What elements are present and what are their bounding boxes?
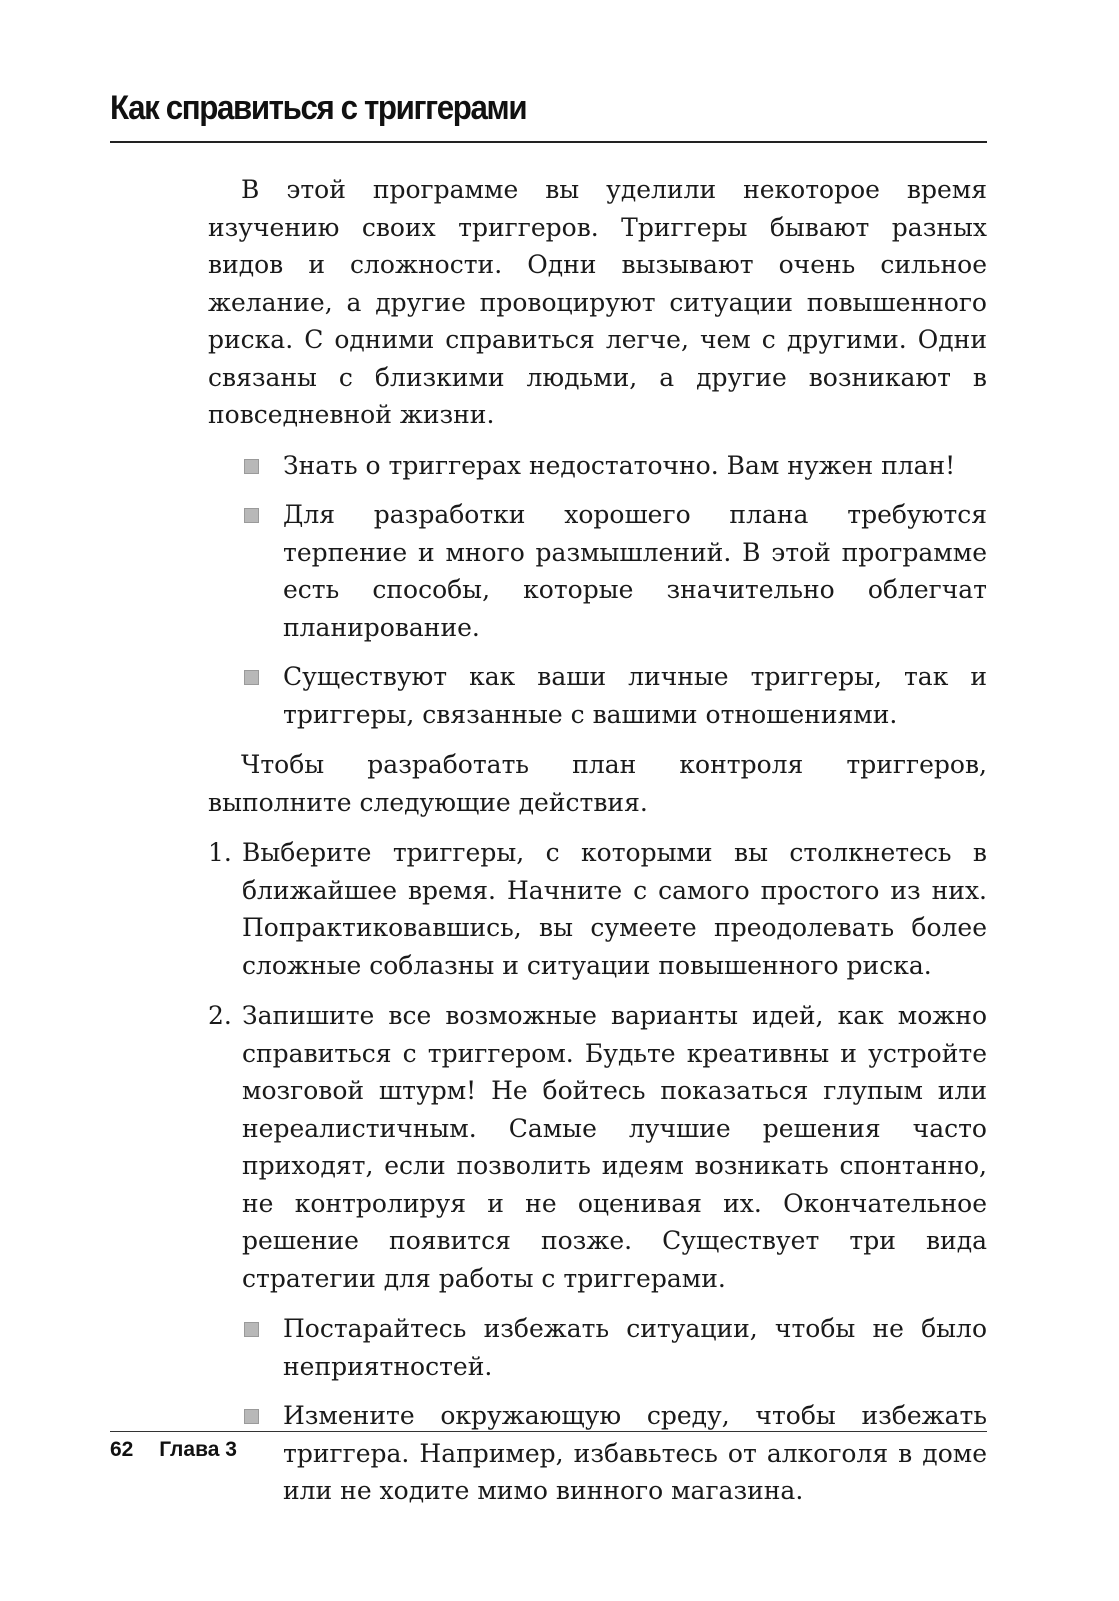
chapter-label: Глава 3 [159, 1438, 237, 1461]
list-item [208, 1397, 987, 1510]
title-divider [110, 141, 987, 143]
footer-divider [110, 1431, 987, 1432]
step-item [208, 834, 987, 984]
page-number: 62 [110, 1438, 134, 1461]
step-item [208, 997, 987, 1510]
square-bullet-icon [244, 1409, 259, 1424]
list-item-text: Измените окружающую среду, чтобы избежать триггера. Например, избавьтесь от алкоголя в доме или не ходите мимо винного магазина. [283, 1401, 987, 1505]
square-bullet-icon [244, 508, 259, 523]
square-bullet-icon [244, 670, 259, 685]
list-item [208, 447, 987, 485]
step-text: Запишите все возможные варианты идей, как можно справиться с триггером. Будьте креативны и устройте мозговой штурм! Не бойтесь показаться глупым или нереалистичным. Самые лучшие решения часто приходят, если позволить идеям возникать спонтанно, не контролируя и не оценивая их. Окончательное решение появится позже. Существует три вида стратегии для работы с триггерами. [242, 1001, 987, 1293]
list-item [208, 658, 987, 733]
list-item [208, 496, 987, 646]
square-bullet-icon [244, 459, 259, 474]
list-item-text: Для разработки хорошего плана требуются терпение и много размышлений. В этой программе есть способы, которые значительно облегчат планирование. [283, 500, 987, 642]
page-footer [110, 1436, 237, 1464]
steps-list [208, 834, 987, 1510]
list-item-text: Знать о триггерах недостаточно. Вам нужен план! [283, 450, 956, 480]
step-number: 1. [208, 838, 232, 867]
intro-paragraph: В этой программе вы уделили некоторое время изучению своих триггеров. Триггеры бывают разных видов и сложности. Одни вызывают очень сильное желание, а другие провоцируют ситуации повышенного риска. С одними справиться легче, чем с другими. Одни связаны с близкими людьми, а другие возникают в повседневной жизни. [208, 175, 987, 429]
square-bullet-icon [244, 1322, 259, 1337]
lead-paragraph: Чтобы разработать план контроля триггеров, выполните следующие действия. [208, 750, 987, 817]
list-item-text: Постарайтесь избежать ситуации, чтобы не было неприятностей. [283, 1314, 987, 1381]
list-item [208, 1310, 987, 1385]
step-number: 2. [208, 1001, 232, 1030]
key-points-list [208, 447, 987, 734]
step-text: Выберите триггеры, с которыми вы столкнетесь в ближайшее время. Начните с самого простого из них. Попрактиковавшись, вы сумеете преодолевать более сложные соблазны и ситуации повышенного риска. [242, 838, 987, 980]
body-text [208, 171, 987, 1523]
page-title: Как справиться с триггерами [110, 89, 527, 127]
list-item-text: Существуют как ваши личные триггеры, так и триггеры, связанные с вашими отношениями. [283, 662, 987, 729]
strategy-list [208, 1310, 987, 1510]
